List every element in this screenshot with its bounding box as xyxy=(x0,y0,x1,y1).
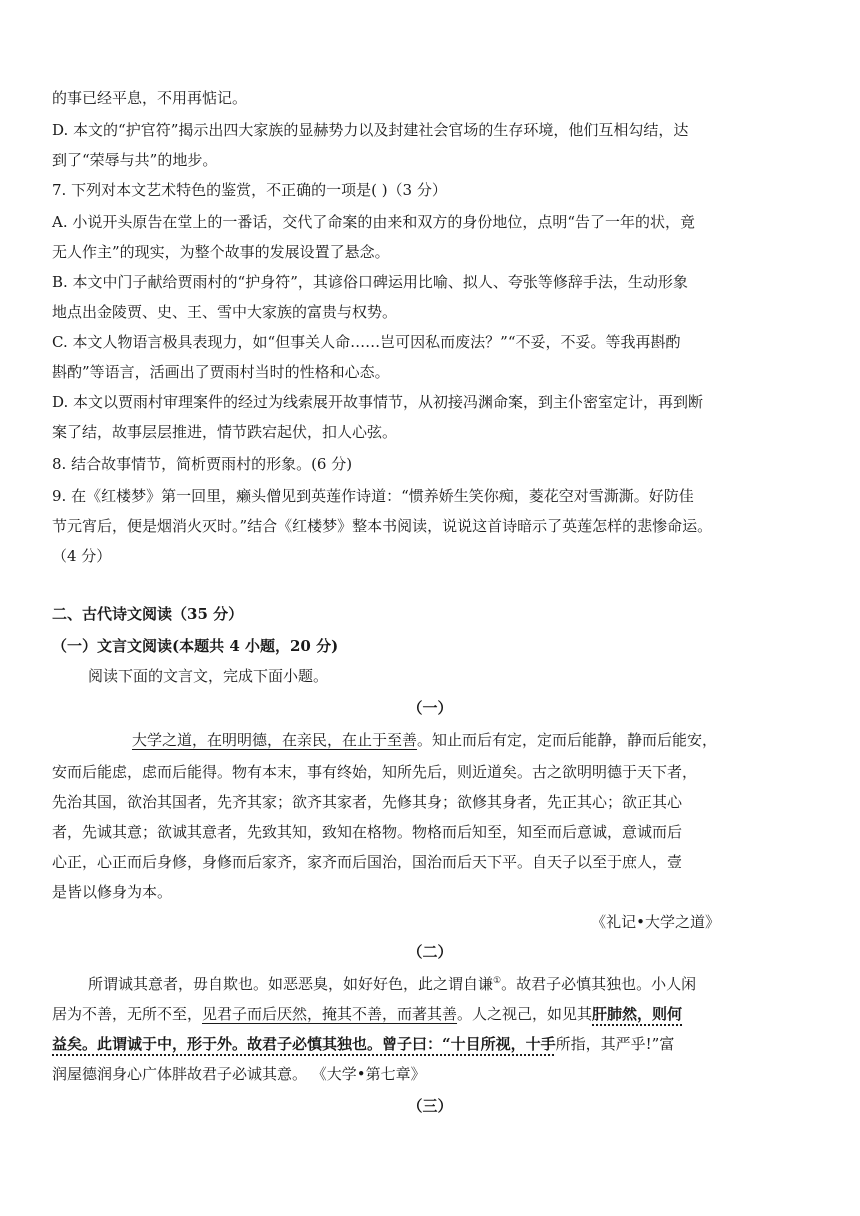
subsection-1-heading: （一）文言文阅读(本题共 4 小题，20 分) xyxy=(52,637,339,655)
passage-2-line3 xyxy=(52,1034,812,1054)
passage-1-line4: 者，先诚其意；欲诚其意者，先致其知，致知在格物。物格而后知至，知至而后意诚，意诚而后 xyxy=(52,823,683,841)
section-2-heading: 二、古代诗文阅读（35 分） xyxy=(52,605,244,623)
passage-1-underlined-phrase: 大学之道，在明明德，在亲民，在止于至善 xyxy=(132,731,418,749)
passage-2-line3-b: 所指，其严乎!”富 xyxy=(555,1035,675,1053)
q7-option-d-line1: D. 本文以贾雨村审理案件的经过为线索展开故事情节，从初接冯渊命案，到主仆密室定计，再到断 xyxy=(52,393,704,411)
q7-option-b-line1: B. 本文中门子献给贾雨村的“护身符”，其谚俗口碑运用比喻、拟人、夸张等修辞手法，生动形象 xyxy=(52,273,688,291)
question-7: 7. 下列对本文艺术特色的鉴赏，不正确的一项是( )（3 分） xyxy=(52,181,447,199)
passage-1-line3: 先治其国，欲治其国者，先齐其家；欲齐其家者，先修其身；欲修其身者，先正其心；欲正其心 xyxy=(52,793,683,811)
passage-2-heading: （二） xyxy=(407,943,453,961)
passage-1-line1 xyxy=(132,730,812,750)
footnote-marker: ① xyxy=(493,976,502,986)
passage-1-line5: 心正，心正而后身修，身修而后家齐，家齐而后国治，国治而后天下平。自天子以至于庶人，壹 xyxy=(52,853,683,871)
passage-2-line2 xyxy=(52,1004,812,1024)
q7-option-b-line2: 地点出金陵贾、史、王、雪中大家族的富贵与权势。 xyxy=(52,303,398,321)
passage-1-line6: 是皆以修身为本。 xyxy=(52,883,173,901)
passage-2-bold-phrase-1: 肝肺然，则何 xyxy=(592,1005,683,1023)
instruction-text: 阅读下面的文言文，完成下面小题。 xyxy=(88,667,329,685)
q7-option-d-line2: 案了结，故事层层推进，情节跌宕起伏，扣人心弦。 xyxy=(52,423,398,441)
q7-option-a-line1: A. 小说开头原告在堂上的一番话，交代了命案的由来和双方的身份地位，点明“告了一年的状，竟 xyxy=(52,213,696,231)
q7-option-c-line2: 斟酌”等语言，活画出了贾雨村当时的性格和心态。 xyxy=(52,363,390,381)
question-8: 8. 结合故事情节，简析贾雨村的形象。(6 分) xyxy=(52,455,353,473)
passage-2-line1 xyxy=(88,974,812,994)
question-9-line3: （4 分） xyxy=(52,547,112,565)
q6-option-d-line2: 到了“荣辱与共”的地步。 xyxy=(52,151,218,169)
q7-option-a-line2: 无人作主”的现实，为整个故事的发展设置了悬念。 xyxy=(52,243,390,261)
passage-1-heading: （一） xyxy=(407,699,453,717)
passage-2-line1-end: 。故君子必慎其独也。小人闲 xyxy=(501,975,697,993)
passage-2-line4: 润屋德润身心广体胖故君子必诚其意。 《大学•第七章》 xyxy=(52,1065,426,1083)
q6-tail: 的事已经平息，不用再惦记。 xyxy=(52,89,248,107)
q7-option-c-line1: C. 本文人物语言极具表现力，如“但事关人命……岂可因私而废法？”“不妥，不妥。等我再斟酌 xyxy=(52,333,681,351)
question-9-line2: 节元宵后，便是烟消火灭时。”结合《红楼梦》整本书阅读，说说这首诗暗示了英莲怎样的悲惨命运。 xyxy=(52,517,713,535)
passage-2-line2-b: 。人之视己，如见其 xyxy=(457,1005,593,1023)
passage-3-heading: （三） xyxy=(407,1097,453,1115)
passage-2-underlined-phrase: 见君子而后厌然，掩其不善，而著其善 xyxy=(202,1005,458,1023)
passage-1-line1-rest: 。知止而后有定，定而后能静，静而后能安， xyxy=(417,731,718,749)
passage-1-source: 《礼记•大学之道》 xyxy=(591,913,720,931)
passage-1-line2: 安而后能虑，虑而后能得。物有本末，事有终始，知所先后，则近道矣。古之欲明明德于天下者， xyxy=(52,763,698,781)
question-9-line1: 9. 在《红楼梦》第一回里，癞头僧见到英莲作诗道：“惯养娇生笑你痴，菱花空对雪澌澌。好防佳 xyxy=(52,487,694,505)
passage-2-line2-a: 居为不善，无所不至， xyxy=(52,1005,203,1023)
passage-2-bold-phrase-2: 益矣。此谓诚于中，形于外。故君子必慎其独也。曾子曰：“十目所视，十手 xyxy=(52,1035,556,1053)
q6-option-d-line1: D. 本文的“护官符”揭示出四大家族的显赫势力以及封建社会官场的生存环境，他们互相勾结，达 xyxy=(52,121,689,139)
passage-2-line1-text: 所谓诚其意者，毋自欺也。如恶恶臭，如好好色，此之谓自谦 xyxy=(88,975,494,993)
